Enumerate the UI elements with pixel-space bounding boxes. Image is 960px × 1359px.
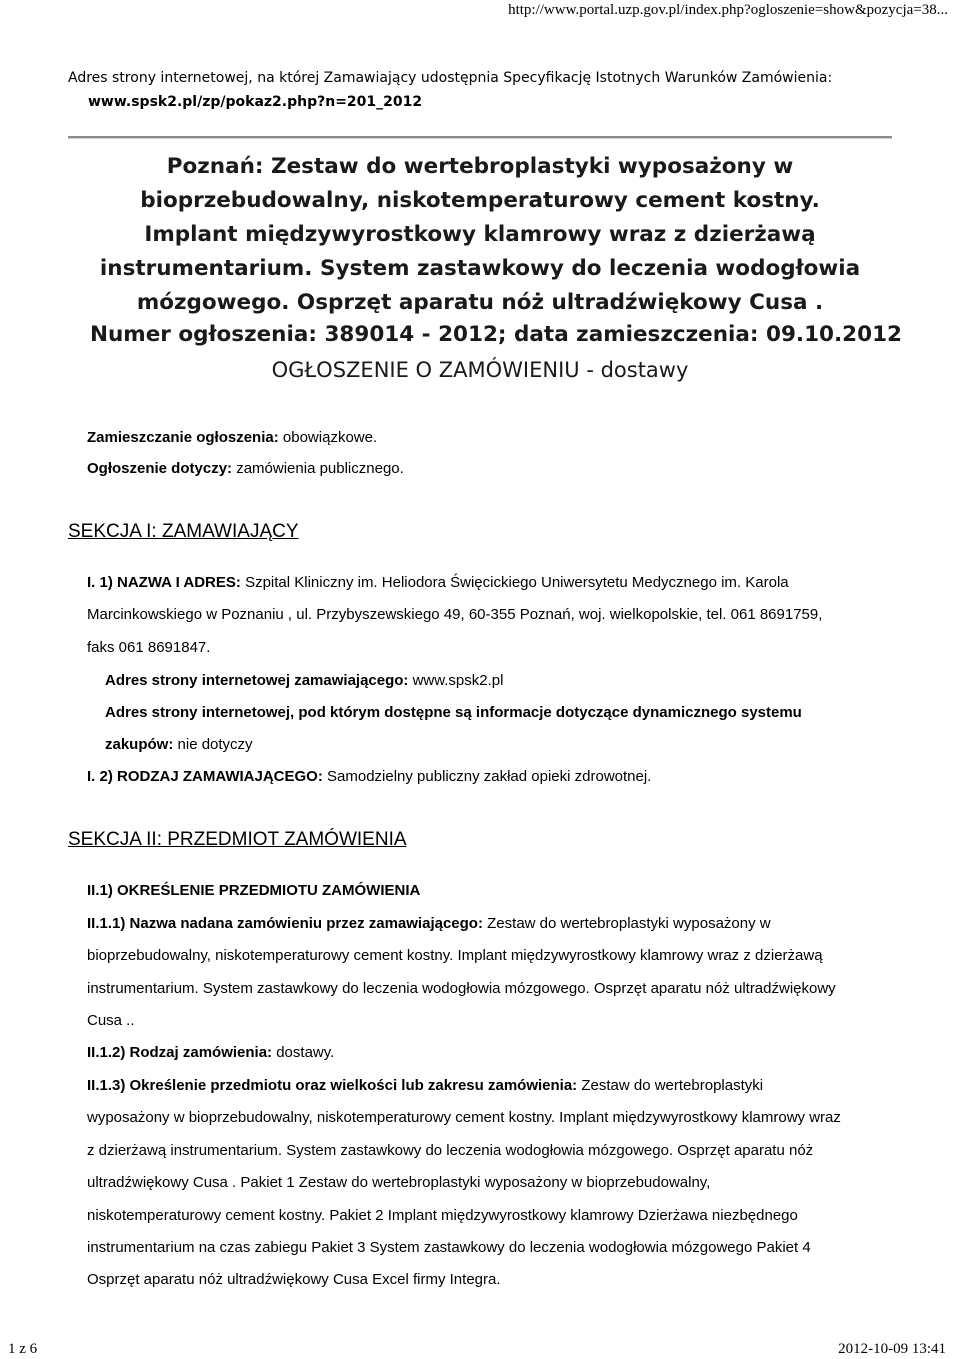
subject-definition-heading: II.1) OKREŚLENIE PRZEDMIOTU ZAMÓWIENIA: [87, 882, 421, 899]
placement-row: [87, 428, 377, 448]
contracting-type-value: Samodzielny publiczny zakład opieki zdrowotnej.: [327, 768, 652, 785]
order-description-label: II.1.3) Określenie przedmiotu oraz wielkości lub zakresu zamówienia:: [87, 1077, 578, 1094]
name-address-line-2: Marcinkowskiego w Poznaniu , ul. Przybyszewskiego 49, 60-355 Poznań, woj. wielkopolskie, tel. 061 8691759,: [87, 606, 823, 623]
order-name-line-4: Cusa ..: [87, 1012, 135, 1029]
order-description-line-7: Osprzęt aparatu nóż ultradźwiękowy Cusa Excel firmy Integra.: [87, 1271, 501, 1288]
dynamic-system-label-line-2: zakupów:: [105, 736, 174, 753]
dynamic-system-value: nie dotyczy: [177, 736, 253, 753]
order-name-line-3: instrumentarium. System zastawkowy do leczenia wodogłowia mózgowego. Osprzęt aparatu nóż ultradźwiękowy: [87, 980, 836, 997]
name-address-line-3: faks 061 8691847.: [87, 639, 211, 656]
order-name-line-1: Zestaw do wertebroplastyki wyposażony w: [487, 915, 771, 932]
order-name-line-2: bioprzebudowalny, niskotemperaturowy cement kostny. Implant międzywyrostkowy klamrowy wraz z dzierżawą: [87, 947, 823, 964]
spec-url-link[interactable]: www.spsk2.pl/zp/pokaz2.php?n=201_2012: [88, 94, 423, 110]
contracting-type-row: [87, 767, 651, 787]
order-kind-value: dostawy.: [276, 1044, 335, 1061]
section-2-heading: SEKCJA II: PRZEDMIOT ZAMÓWIENIA: [68, 829, 407, 850]
name-address-line-1: Szpital Kliniczny im. Heliodora Święcickiego Uniwersytetu Medycznego im. Karola: [245, 574, 789, 591]
order-name-row: [87, 914, 771, 934]
dynamic-system-row: [105, 735, 253, 755]
dynamic-system-label-line-1: Adres strony internetowej, pod którym dostępne są informacje dotyczące dynamicznego systemu: [105, 704, 802, 721]
order-description-line-5: niskotemperaturowy cement kostny. Pakiet 2 Implant międzywyrostkowy klamrowy Dzierżawa niezbędnego: [87, 1207, 798, 1224]
print-timestamp: 2012-10-09 13:41: [838, 1341, 946, 1357]
notice-subtitle: OGŁOSZENIE O ZAMÓWIENIU - dostawy: [271, 358, 689, 382]
spec-address-line: Adres strony internetowej, na której Zamawiający udostępnia Specyfikację Istotnych Warunków Zamówienia:: [68, 70, 833, 86]
notice-number: Numer ogłoszenia: 389014 - 2012; data zamieszczenia: 09.10.2012: [90, 322, 902, 347]
concerns-label: Ogłoszenie dotyczy:: [87, 460, 233, 477]
order-description-line-2: wyposażony w bioprzebudowalny, niskotemperaturowy cement kostny. Implant międzywyrostkowy klamrowy wraz: [87, 1109, 841, 1126]
placement-label: Zamieszczanie ogłoszenia:: [87, 429, 279, 446]
order-description-row: [87, 1076, 763, 1096]
name-address-row: [87, 573, 789, 593]
order-kind-label: II.1.2) Rodzaj zamówienia:: [87, 1044, 273, 1061]
concerns-row: [87, 459, 404, 479]
order-description-line-4: ultradźwiękowy Cusa . Pakiet 1 Zestaw do wertebroplastyki wyposażony w bioprzebudowalny,: [87, 1174, 711, 1191]
www-row: [105, 671, 503, 691]
order-kind-row: [87, 1043, 334, 1063]
order-description-line-3: z dzierżawą instrumentarium. System zastawkowy do leczenia wodogłowia mózgowego. Osprzęt aparatu nóż: [87, 1142, 814, 1159]
section-1-heading: SEKCJA I: ZAMAWIAJĄCY: [68, 521, 299, 542]
order-description-line-1: Zestaw do wertebroplastyki: [581, 1077, 764, 1094]
order-description-line-6: instrumentarium na czas zabiegu Pakiet 3 System zastawkowy do leczenia wodogłowia mózgowego Pakiet 4: [87, 1239, 811, 1256]
notice-title: Poznań: Zestaw do wertebroplastyki wyposażony w bioprzebudowalny, niskotemperaturowy cement kostny. Implant międzywyrostkowy klamrowy wraz z dzierżawą instrumentarium. System zastawkowy do leczenia wodogłowia mózgowego. Osprzęt aparatu nóż ultradźwiękowy Cusa .: [99, 154, 861, 315]
placement-value: obowiązkowe.: [282, 429, 378, 446]
browser-header-url: http://www.portal.uzp.gov.pl/index.php?ogloszenie=show&pozycja=38...: [508, 2, 948, 18]
concerns-value: zamówienia publicznego.: [236, 460, 404, 477]
www-value: www.spsk2.pl: [412, 672, 504, 689]
www-label: Adres strony internetowej zamawiającego:: [105, 672, 409, 689]
name-address-label: I. 1) NAZWA I ADRES:: [87, 574, 241, 591]
order-name-label: II.1.1) Nazwa nadana zamówieniu przez zamawiającego:: [87, 915, 483, 932]
contracting-type-label: I. 2) RODZAJ ZAMAWIAJĄCEGO:: [87, 768, 323, 785]
page-number: 1 z 6: [8, 1341, 38, 1357]
divider: [68, 136, 892, 139]
